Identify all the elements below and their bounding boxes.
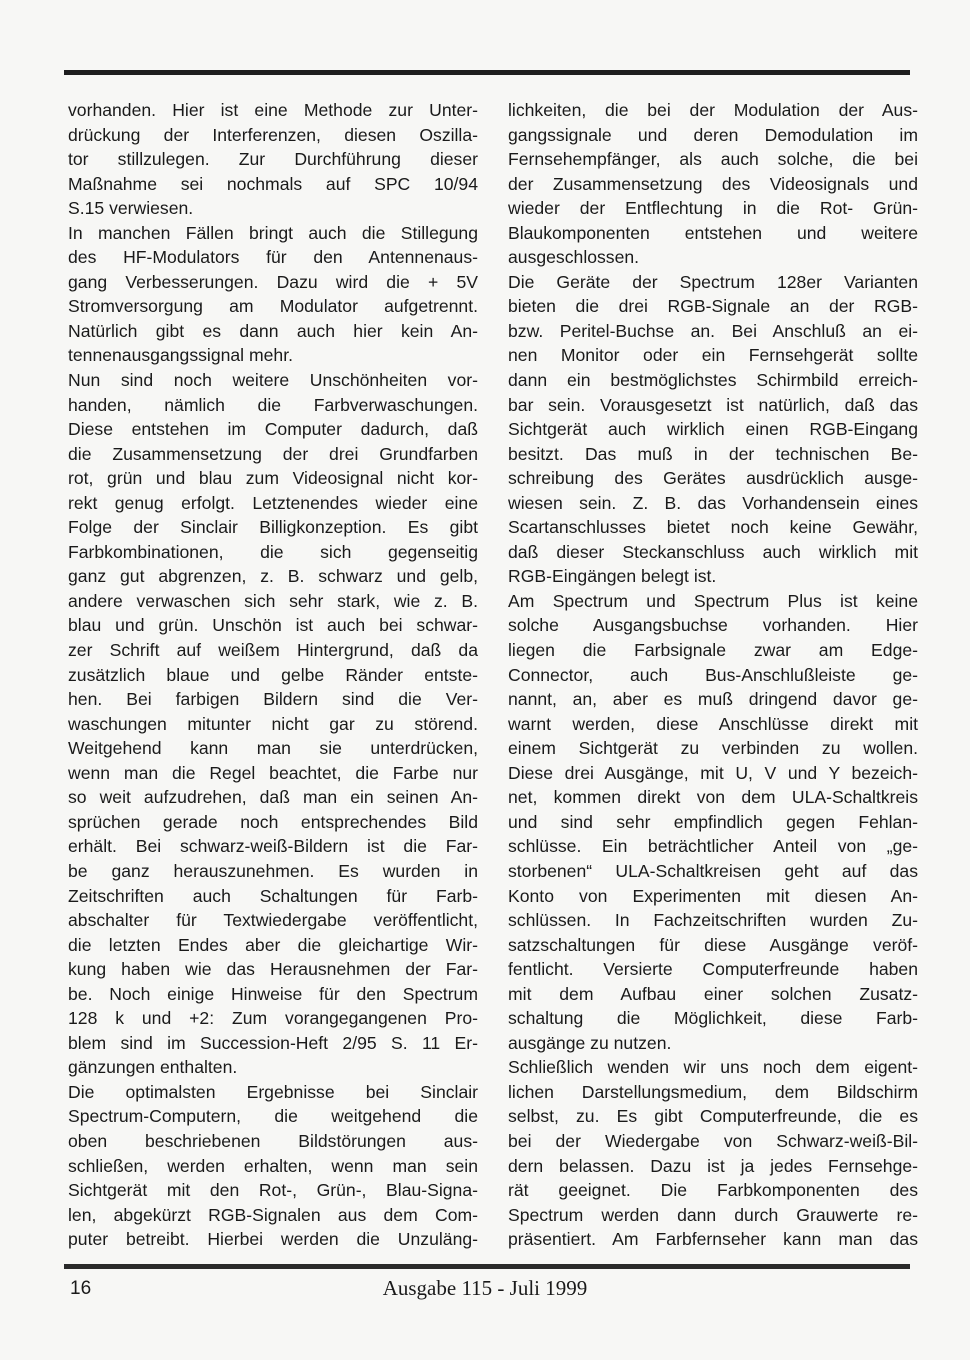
text-line: des HF-Modulators für den Antennenaus-: [68, 247, 478, 268]
right-column: [508, 98, 918, 1252]
text-line: dann ein bestmöglichstes Schirmbild erreich-: [508, 370, 918, 391]
text-line: Diese entstehen im Computer dadurch, daß: [68, 419, 478, 440]
text-line: bieten die drei RGB-Signale an der RGB-: [508, 296, 918, 317]
text-line: selbst, zu. Es gibt Computerfreunde, die es: [508, 1106, 918, 1127]
text-line: lichen Darstellungsmedium, dem Bildschirm: [508, 1081, 918, 1102]
text-line: Folge der Sinclair Billigkonzeption. Es gibt: [68, 517, 478, 538]
text-line: wenn man die Regel beachtet, die Farbe nur: [68, 762, 478, 783]
text-line: vorhanden. Hier ist eine Methode zur Unter-: [68, 100, 478, 120]
text-line: dern belassen. Dazu ist ja jedes Fernsehge-: [508, 1155, 918, 1176]
text-line: tennenausgangssignal mehr.: [68, 345, 293, 366]
text-line: Diese drei Ausgänge, mit U, V und Y bezeich-: [508, 762, 918, 783]
text-line: storbenen“ ULA-Schaltkreisen geht auf das: [508, 860, 918, 881]
text-line: liegen die Farbsignale zwar am Edge-: [508, 640, 918, 661]
text-line: fentlicht. Versierte Computerfreunde haben: [508, 959, 918, 980]
text-line: Blaukomponenten entstehen und weitere: [508, 222, 918, 243]
text-line: Connector, auch Bus-Anschlußleiste ge-: [508, 664, 918, 685]
text-line: Weitgehend kann man sie unterdrücken,: [68, 738, 478, 759]
text-line: andere verwaschen sich sehr stark, wie z. B.: [68, 590, 478, 611]
text-line: wieder der Entflechtung in die Rot- Grün-: [508, 198, 918, 219]
text-line: mit dem Aufbau einer solchen Zusatz-: [508, 983, 918, 1004]
text-line: schaltung die Möglichkeit, diese Farb-: [508, 1008, 918, 1029]
text-line: hen. Bei farbigen Bildern sind die Ver-: [68, 689, 478, 710]
text-line: die letzten Endes aber die gleichartige Wir-: [68, 934, 478, 955]
text-line: und sind sehr empfindlich gegen Fehlan-: [508, 811, 918, 832]
text-line: ausgänge zu nutzen.: [508, 1032, 672, 1053]
header-rule: [64, 70, 910, 75]
text-line: so weit aufzudrehen, daß man ein seinen An-: [68, 787, 478, 808]
text-line: Sichtgerät mit den Rot-, Grün-, Blau-Signa-: [68, 1180, 478, 1201]
text-line: bar sein. Vorausgesetzt ist natürlich, daß das: [508, 394, 918, 415]
text-line: Stromversorgung am Modulator aufgetrennt.: [68, 296, 478, 317]
text-line: Farbkombinationen, die sich gegenseitig: [68, 541, 478, 562]
text-line: Nun sind noch weitere Unschönheiten vor-: [68, 370, 478, 391]
text-line: Spectrum-Computern, die weitgehend die: [68, 1106, 478, 1127]
text-line: zer Schrift auf weißem Hintergrund, daß da: [68, 640, 478, 661]
text-line: solche Ausgangsbuchse vorhanden. Hier: [508, 615, 918, 636]
text-line: sprüchen gerade noch entsprechendes Bild: [68, 811, 478, 832]
text-line: ganz gut abgrenzen, z. B. schwarz und gelb,: [68, 566, 478, 587]
text-line: len, abgekürzt RGB-Signalen aus dem Com-: [68, 1204, 478, 1225]
text-line: erhält. Bei schwarz-weiß-Bildern ist die Far-: [68, 836, 478, 857]
text-line: puter betreibt. Hierbei werden die Unzuläng-: [68, 1229, 478, 1250]
text-line: drückung der Interferenzen, diesen Oszilla-: [68, 124, 478, 145]
text-line: waschungen mitunter nicht gar zu störend.: [68, 713, 478, 734]
text-line: rot, grün und blau zum Videosignal nicht kor-: [68, 468, 478, 489]
text-line: ausgeschlossen.: [508, 247, 640, 268]
text-line: wiesen sein. Z. B. das Vorhandensein eines: [508, 492, 918, 513]
text-line: be ganz herauszunehmen. Es wurden in: [68, 860, 478, 881]
text-line: kung haben wie das Herausnehmen der Far-: [68, 959, 478, 980]
text-line: der Zusammensetzung des Videosignals und: [508, 173, 918, 194]
text-line: Maßnahme sei nochmals auf SPC 10/94: [68, 173, 478, 194]
text-line: bzw. Peritel-Buchse an. Bei Anschluß an ei-: [508, 320, 918, 341]
text-line: blem sind im Succession-Heft 2/95 S. 11 Er-: [68, 1032, 478, 1053]
text-line: gang Verbesserungen. Dazu wird die + 5V: [68, 271, 478, 292]
text-line: nen Monitor oder ein Fernsehgerät sollte: [508, 345, 918, 366]
text-line: net, kommen direkt von dem ULA-Schaltkreis: [508, 787, 918, 808]
text-line: tor stillzulegen. Zur Durchführung dieser: [68, 149, 478, 170]
text-line: In manchen Fällen bringt auch die Stillegung: [68, 222, 478, 243]
text-line: bei der Wiedergabe von Schwarz-weiß-Bil-: [508, 1130, 918, 1151]
text-line: RGB-Eingängen belegt ist.: [508, 566, 717, 587]
left-column: [68, 98, 478, 1252]
text-line: rekt genug erfolgt. Letztenendes wieder eine: [68, 492, 478, 513]
text-line: warnt werden, diese Anschlüsse direkt mit: [508, 713, 918, 734]
footer-rule: [64, 1264, 910, 1269]
text-line: besitzt. Das muß in der technischen Be-: [508, 443, 918, 464]
text-line: schließen, werden erhalten, wenn man sein: [68, 1155, 478, 1176]
text-line: Am Spectrum und Spectrum Plus ist keine: [508, 590, 918, 611]
text-line: gangssignale und deren Demodulation im: [508, 124, 918, 145]
text-line: abschalter für Textwiedergabe veröffentlicht,: [68, 910, 478, 931]
text-line: Die optimalsten Ergebnisse bei Sinclair: [68, 1081, 478, 1102]
text-line: schlüsse. Ein beträchtlicher Anteil von „ge-: [508, 836, 918, 857]
text-line: S.15 verwiesen.: [68, 198, 194, 219]
text-line: satzschaltungen für diese Ausgänge veröf-: [508, 934, 918, 955]
text-line: Spectrum werden dann durch Grauwerte re-: [508, 1204, 918, 1225]
text-line: lichkeiten, die bei der Modulation der Aus-: [508, 100, 918, 120]
text-line: die Zusammensetzung der drei Grundfarben: [68, 443, 478, 464]
text-line: Zeitschriften auch Schaltungen für Farb-: [68, 885, 478, 906]
text-line: be. Noch einige Hinweise für den Spectrum: [68, 983, 478, 1004]
text-line: rät geeignet. Die Farbkomponenten des: [508, 1180, 918, 1201]
text-line: gänzungen enthalten.: [68, 1057, 238, 1078]
text-line: nannt, an, aber es muß dringend davor ge-: [508, 689, 918, 710]
text-line: oben beschriebenen Bildstörungen aus-: [68, 1130, 478, 1151]
text-line: schlüssen. In Fachzeitschriften wurden Zu-: [508, 910, 918, 931]
text-line: 128 k und +2: Zum vorangegangenen Pro-: [68, 1008, 478, 1029]
page-number: 16: [70, 1278, 92, 1299]
text-line: daß dieser Steckanschluss auch wirklich mit: [508, 541, 918, 562]
text-line: Scartanschlusses bietet noch keine Gewähr,: [508, 517, 918, 538]
text-line: blau und grün. Unschön ist auch bei schwar-: [68, 615, 478, 636]
text-line: zusätzlich blaue und gelbe Ränder entste-: [68, 664, 478, 685]
text-line: Die Geräte der Spectrum 128er Varianten: [508, 271, 918, 292]
issue-line: Ausgabe 115 - Juli 1999: [382, 1276, 588, 1300]
text-line: präsentiert. Am Farbfernseher kann man das: [508, 1229, 918, 1250]
text-line: Natürlich gibt es dann auch hier kein An-: [68, 320, 478, 341]
text-line: Schließlich wenden wir uns noch dem eigent-: [508, 1057, 918, 1078]
text-line: einem Sichtgerät zu verbinden zu wollen.: [508, 738, 918, 759]
text-line: Sichtgerät auch wirklich einen RGB-Eingang: [508, 419, 918, 440]
text-line: Fernsehempfänger, als auch solche, die bei: [508, 149, 918, 170]
text-line: handen, nämlich die Farbverwaschungen.: [68, 394, 478, 415]
text-line: Konto von Experimenten mit diesen An-: [508, 885, 918, 906]
text-line: schreibung des Gerätes ausdrücklich ausge-: [508, 468, 918, 489]
